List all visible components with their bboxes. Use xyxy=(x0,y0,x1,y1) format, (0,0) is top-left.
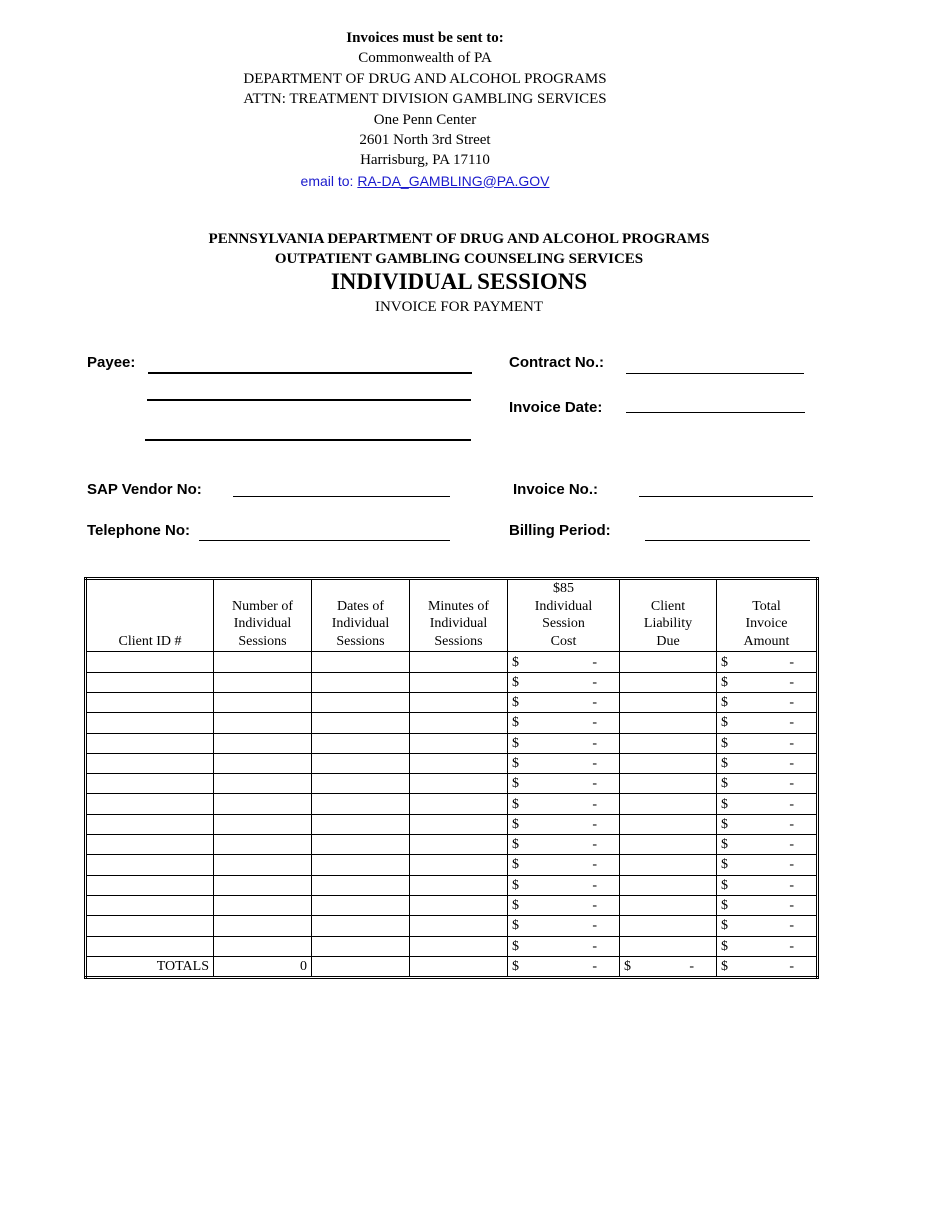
client-id-cell[interactable] xyxy=(86,753,214,773)
num-sessions-cell[interactable] xyxy=(214,875,312,895)
total-amount-cell: $ - xyxy=(717,733,818,753)
liability-cell[interactable] xyxy=(620,936,717,956)
client-id-cell[interactable] xyxy=(86,652,214,672)
liability-cell[interactable] xyxy=(620,875,717,895)
client-id-cell[interactable] xyxy=(86,692,214,712)
col-session-cost: $85 Individual Session Cost xyxy=(508,579,620,652)
total-amount-cell: $ - xyxy=(717,794,818,814)
table-row xyxy=(86,692,818,712)
email-label: email to: xyxy=(300,172,354,189)
col-client-id: Client ID # xyxy=(86,579,214,652)
session-cost-cell: $ - xyxy=(508,794,620,814)
invoice-table xyxy=(84,577,819,979)
address-line-3: ATTN: TREATMENT DIVISION GAMBLING SERVICES xyxy=(243,91,607,108)
table-row xyxy=(86,875,818,895)
table-row xyxy=(86,753,818,773)
liability-cell[interactable] xyxy=(620,733,717,753)
invoice-no-field[interactable] xyxy=(639,496,813,497)
client-id-cell[interactable] xyxy=(86,672,214,692)
liability-cell[interactable] xyxy=(620,916,717,936)
num-sessions-cell[interactable] xyxy=(214,835,312,855)
table-row xyxy=(86,733,818,753)
dates-cell[interactable] xyxy=(312,936,410,956)
client-id-cell[interactable] xyxy=(86,733,214,753)
payee-label: Payee: xyxy=(87,354,136,371)
total-amount-cell: $ - xyxy=(717,936,818,956)
total-amount-cell: $ - xyxy=(717,916,818,936)
total-amount-cell: $ - xyxy=(717,814,818,834)
totals-amount: $ - xyxy=(717,956,818,977)
totals-dates xyxy=(312,956,410,977)
invoice-no-label: Invoice No.: xyxy=(513,481,599,498)
minutes-cell[interactable] xyxy=(410,835,508,855)
num-sessions-cell[interactable] xyxy=(214,753,312,773)
num-sessions-cell[interactable] xyxy=(214,794,312,814)
session-cost-cell: $ - xyxy=(508,835,620,855)
dates-cell[interactable] xyxy=(312,672,410,692)
page-title: INDIVIDUAL SESSIONS xyxy=(330,269,588,294)
session-cost-cell: $ - xyxy=(508,753,620,773)
dates-cell[interactable] xyxy=(312,794,410,814)
table-row xyxy=(86,855,818,875)
address-line-1: Commonwealth of PA xyxy=(358,50,492,67)
total-amount-cell: $ - xyxy=(717,652,818,672)
payee-field-line-3[interactable] xyxy=(145,439,471,441)
minutes-cell[interactable] xyxy=(410,774,508,794)
sap-vendor-field[interactable] xyxy=(233,496,450,497)
session-cost-cell: $ - xyxy=(508,855,620,875)
minutes-cell[interactable] xyxy=(410,652,508,672)
total-amount-cell: $ - xyxy=(717,774,818,794)
billing-period-label: Billing Period: xyxy=(509,522,611,539)
liability-cell[interactable] xyxy=(620,774,717,794)
address-line-4: One Penn Center xyxy=(373,111,477,128)
liability-cell[interactable] xyxy=(620,855,717,875)
col-total-amount: Total Invoice Amount xyxy=(717,579,818,652)
session-cost-cell: $ - xyxy=(508,916,620,936)
client-id-cell[interactable] xyxy=(86,895,214,915)
table-row xyxy=(86,835,818,855)
contract-field[interactable] xyxy=(626,373,804,374)
service-title: OUTPATIENT GAMBLING COUNSELING SERVICES xyxy=(274,251,644,267)
minutes-cell[interactable] xyxy=(410,875,508,895)
table-row xyxy=(86,774,818,794)
totals-num-sessions: 0 xyxy=(214,956,312,977)
client-id-cell[interactable] xyxy=(86,916,214,936)
session-cost-cell: $ - xyxy=(508,672,620,692)
table-row xyxy=(86,895,818,915)
minutes-cell[interactable] xyxy=(410,794,508,814)
session-cost-cell: $ - xyxy=(508,733,620,753)
client-id-cell[interactable] xyxy=(86,835,214,855)
num-sessions-cell[interactable] xyxy=(214,895,312,915)
dates-cell[interactable] xyxy=(312,855,410,875)
liability-cell[interactable] xyxy=(620,794,717,814)
num-sessions-cell[interactable] xyxy=(214,733,312,753)
telephone-label: Telephone No: xyxy=(87,522,191,539)
num-sessions-cell[interactable] xyxy=(214,713,312,733)
total-amount-cell: $ - xyxy=(717,753,818,773)
num-sessions-cell[interactable] xyxy=(214,936,312,956)
liability-cell[interactable] xyxy=(620,713,717,733)
minutes-cell[interactable] xyxy=(410,916,508,936)
liability-cell[interactable] xyxy=(620,753,717,773)
table-row xyxy=(86,794,818,814)
table-row xyxy=(86,672,818,692)
dates-cell[interactable] xyxy=(312,733,410,753)
totals-row xyxy=(86,956,818,977)
session-cost-cell: $ - xyxy=(508,652,620,672)
total-amount-cell: $ - xyxy=(717,875,818,895)
num-sessions-cell[interactable] xyxy=(214,652,312,672)
session-cost-cell: $ - xyxy=(508,875,620,895)
liability-cell[interactable] xyxy=(620,895,717,915)
dates-cell[interactable] xyxy=(312,774,410,794)
minutes-cell[interactable] xyxy=(410,692,508,712)
dates-cell[interactable] xyxy=(312,875,410,895)
session-cost-cell: $ - xyxy=(508,774,620,794)
liability-cell[interactable] xyxy=(620,652,717,672)
table-row xyxy=(86,936,818,956)
total-amount-cell: $ - xyxy=(717,835,818,855)
client-id-cell[interactable] xyxy=(86,814,214,834)
total-amount-cell: $ - xyxy=(717,713,818,733)
page-subtitle: INVOICE FOR PAYMENT xyxy=(374,299,544,315)
telephone-field[interactable] xyxy=(199,540,450,541)
client-id-cell[interactable] xyxy=(86,855,214,875)
col-dates-of-sessions: Dates of Individual Sessions xyxy=(312,579,410,652)
col-number-of-sessions: Number of Individual Sessions xyxy=(214,579,312,652)
minutes-cell[interactable] xyxy=(410,855,508,875)
session-cost-cell: $ - xyxy=(508,936,620,956)
dates-cell[interactable] xyxy=(312,652,410,672)
address-line-5: 2601 North 3rd Street xyxy=(359,131,491,148)
address-block xyxy=(0,28,850,191)
dates-cell[interactable] xyxy=(312,916,410,936)
col-client-liability: Client Liability Due xyxy=(620,579,717,652)
minutes-cell[interactable] xyxy=(410,814,508,834)
dates-cell[interactable] xyxy=(312,835,410,855)
session-cost-cell: $ - xyxy=(508,692,620,712)
minutes-cell[interactable] xyxy=(410,672,508,692)
contract-label: Contract No.: xyxy=(509,354,604,371)
client-id-cell[interactable] xyxy=(86,794,214,814)
dates-cell[interactable] xyxy=(312,753,410,773)
num-sessions-cell[interactable] xyxy=(214,814,312,834)
num-sessions-cell[interactable] xyxy=(214,855,312,875)
payee-field-line-1[interactable] xyxy=(148,372,472,374)
table-row xyxy=(86,652,818,672)
department-title: PENNSYLVANIA DEPARTMENT OF DRUG AND ALCOHOL PROGRAMS xyxy=(208,231,710,247)
total-amount-cell: $ - xyxy=(717,692,818,712)
dates-cell[interactable] xyxy=(312,713,410,733)
payee-field-line-2[interactable] xyxy=(147,399,471,401)
session-cost-cell: $ - xyxy=(508,814,620,834)
totals-label: TOTALS xyxy=(86,956,214,977)
session-cost-cell: $ - xyxy=(508,713,620,733)
col-minutes-of-sessions: Minutes of Individual Sessions xyxy=(410,579,508,652)
client-id-cell[interactable] xyxy=(86,936,214,956)
num-sessions-cell[interactable] xyxy=(214,916,312,936)
client-id-cell[interactable] xyxy=(86,713,214,733)
invoice-date-label: Invoice Date: xyxy=(509,399,603,416)
num-sessions-cell[interactable] xyxy=(214,672,312,692)
dates-cell[interactable] xyxy=(312,895,410,915)
table-row xyxy=(86,814,818,834)
liability-cell[interactable] xyxy=(620,835,717,855)
total-amount-cell: $ - xyxy=(717,855,818,875)
table-row xyxy=(86,916,818,936)
minutes-cell[interactable] xyxy=(410,713,508,733)
minutes-cell[interactable] xyxy=(410,936,508,956)
minutes-cell[interactable] xyxy=(410,753,508,773)
num-sessions-cell[interactable] xyxy=(214,774,312,794)
totals-cost: $ - xyxy=(508,956,620,977)
client-id-cell[interactable] xyxy=(86,774,214,794)
dates-cell[interactable] xyxy=(312,814,410,834)
dates-cell[interactable] xyxy=(312,692,410,712)
minutes-cell[interactable] xyxy=(410,895,508,915)
address-line-2: DEPARTMENT OF DRUG AND ALCOHOL PROGRAMS xyxy=(243,70,607,87)
liability-cell[interactable] xyxy=(620,672,717,692)
liability-cell[interactable] xyxy=(620,692,717,712)
address-line-6: Harrisburg, PA 17110 xyxy=(360,152,490,169)
table-header-row xyxy=(86,579,818,652)
totals-liability: $ - xyxy=(620,956,717,977)
total-amount-cell: $ - xyxy=(717,672,818,692)
send-to-heading: Invoices must be sent to: xyxy=(346,30,504,46)
num-sessions-cell[interactable] xyxy=(214,692,312,712)
email-line xyxy=(0,171,850,191)
email-link[interactable]: RA-DA_GAMBLING@PA.GOV xyxy=(357,172,550,189)
sap-vendor-label: SAP Vendor No: xyxy=(87,481,202,498)
total-amount-cell: $ - xyxy=(717,895,818,915)
liability-cell[interactable] xyxy=(620,814,717,834)
totals-minutes xyxy=(410,956,508,977)
billing-period-field[interactable] xyxy=(645,540,810,541)
table-row xyxy=(86,713,818,733)
session-cost-cell: $ - xyxy=(508,895,620,915)
client-id-cell[interactable] xyxy=(86,875,214,895)
invoice-date-field[interactable] xyxy=(626,412,805,413)
minutes-cell[interactable] xyxy=(410,733,508,753)
